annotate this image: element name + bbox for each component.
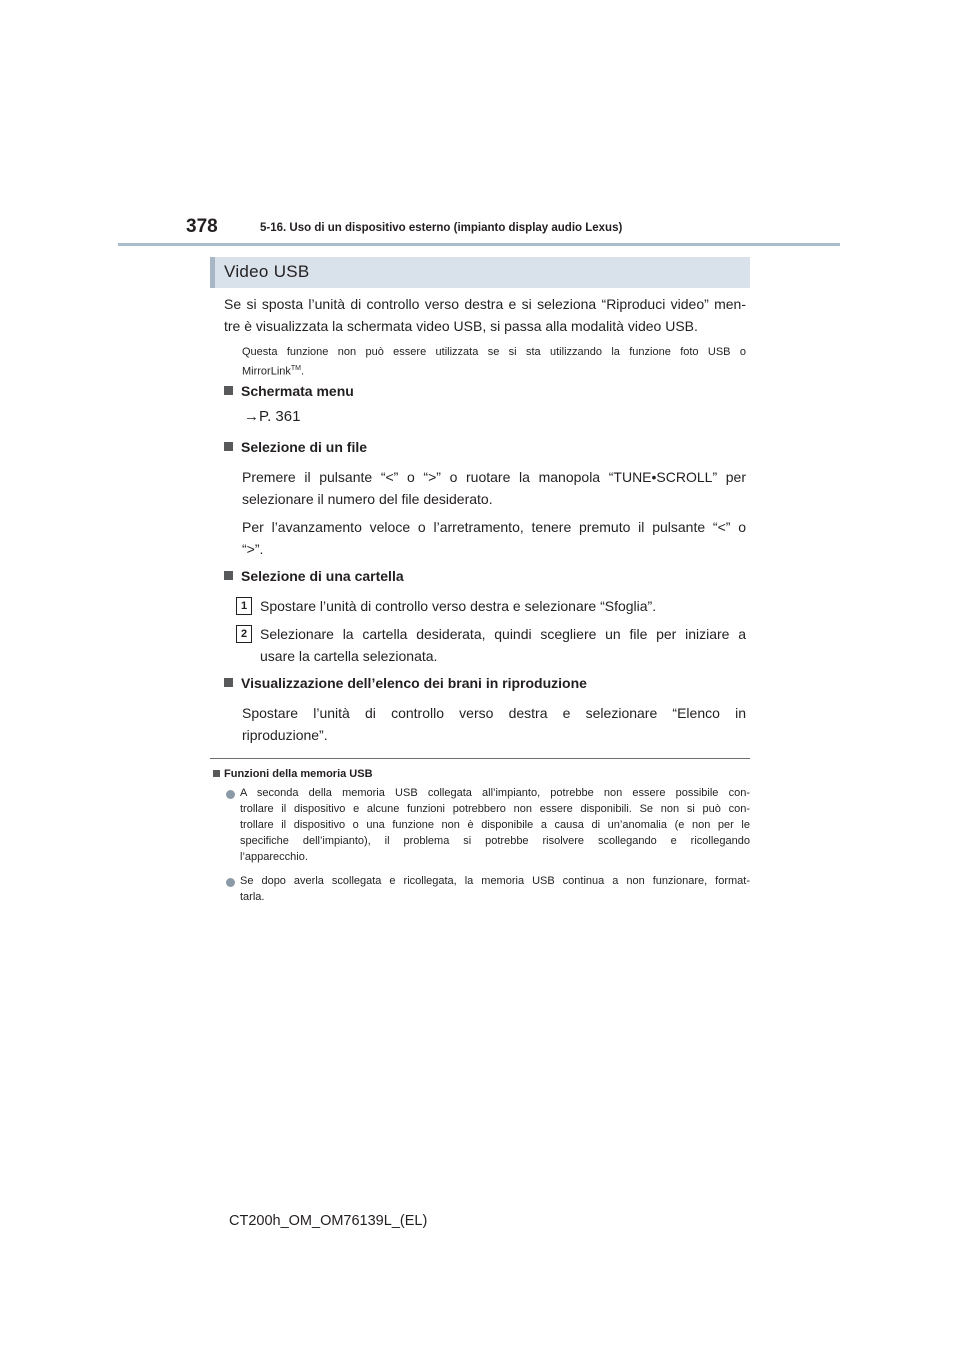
file-select-heading-text: Selezione di un file	[241, 439, 368, 455]
file-select-line-3: Per l’avanzamento veloce o l’arretramento, tenere premuto il pulsante “<” o	[242, 519, 746, 535]
playlist-heading	[224, 675, 587, 691]
square-bullet-icon	[224, 678, 233, 687]
document-id: CT200h_OM_OM76139L_(EL)	[229, 1213, 428, 1229]
playlist-heading-text: Visualizzazione dell’elenco dei brani in riproduzione	[241, 675, 587, 691]
note-line-2	[242, 361, 304, 380]
section-title: Video USB	[224, 262, 310, 281]
bullet-1-line-1: A seconda della memoria USB collegata all’impianto, potrebbe non essere possibile con-	[240, 787, 750, 799]
step-1-text: Spostare l’unità di controllo verso destra e selezionare “Sfoglia”.	[260, 598, 657, 614]
intro-line-1: Se si sposta l’unità di controllo verso destra e si seleziona “Riproduci video” men-	[224, 296, 746, 312]
square-bullet-icon	[224, 386, 233, 395]
step-number-badge: 2	[236, 625, 252, 643]
bullet-dot-icon	[226, 878, 235, 887]
file-select-line-2: selezionare il numero del file desiderato.	[242, 491, 493, 507]
mirrorlink-text: MirrorLink	[242, 365, 291, 378]
playlist-line-1: Spostare l’unità di controllo verso destra e selezionare “Elenco in	[242, 705, 746, 721]
note-line-1: Questa funzione non può essere utilizzata se si sta utilizzando la funzione foto USB o	[242, 346, 746, 358]
memory-notes-heading-text: Funzioni della memoria USB	[224, 768, 373, 780]
notes-divider	[210, 758, 750, 759]
trademark-mark: TM	[290, 365, 302, 372]
chapter-title: 5-16. Uso di un dispositivo esterno (impianto display audio Lexus)	[260, 222, 623, 234]
step-number-badge: 1	[236, 597, 252, 615]
folder-select-heading	[224, 568, 404, 584]
bullet-2-line-2: tarla.	[240, 891, 265, 903]
bullet-1-line-3: trollare il dispositivo o una funzione non è disponibile a causa di un’anomalia (e non per le	[240, 819, 750, 831]
bullet-2-line-1: Se dopo averla scollegata e ricollegata, la memoria USB continua a non funzionare, format-	[240, 875, 750, 887]
bullet-dot-icon	[226, 790, 235, 799]
step-2-line-2: usare la cartella selezionata.	[260, 648, 438, 664]
folder-select-heading-text: Selezione di una cartella	[241, 568, 404, 584]
menu-screen-heading	[224, 383, 354, 399]
step-2-line-1: Selezionare la cartella desiderata, quindi scegliere un file per iniziare a	[260, 626, 746, 642]
page-reference-link[interactable]: →P. 361	[244, 408, 301, 425]
bullet-1-line-5: l’apparecchio.	[240, 851, 308, 863]
playlist-line-2: riproduzione”.	[242, 727, 328, 743]
file-select-heading	[224, 439, 367, 455]
note-end: .	[301, 365, 305, 378]
header-divider	[118, 243, 840, 246]
menu-screen-heading-text: Schermata menu	[241, 383, 354, 399]
file-select-line-4: “>”.	[242, 541, 264, 557]
square-bullet-icon	[224, 571, 233, 580]
square-bullet-icon	[224, 442, 233, 451]
page-number: 378	[186, 216, 218, 237]
square-bullet-icon	[213, 770, 220, 777]
bullet-1-line-2: trollare il dispositivo e alcune funzioni potrebbero non essere disponibili. Se non si può con-	[240, 803, 750, 815]
intro-line-2: tre è visualizzata la schermata video USB, si passa alla modalità video USB.	[224, 318, 698, 334]
bullet-1-line-4: specifiche dell’impianto), il problema si potrebbe risolvere scollegando e ricollegando	[240, 835, 750, 847]
memory-notes-heading	[213, 768, 373, 780]
file-select-line-1: Premere il pulsante “<” o “>” o ruotare la manopola “TUNE•SCROLL” per	[242, 469, 746, 485]
